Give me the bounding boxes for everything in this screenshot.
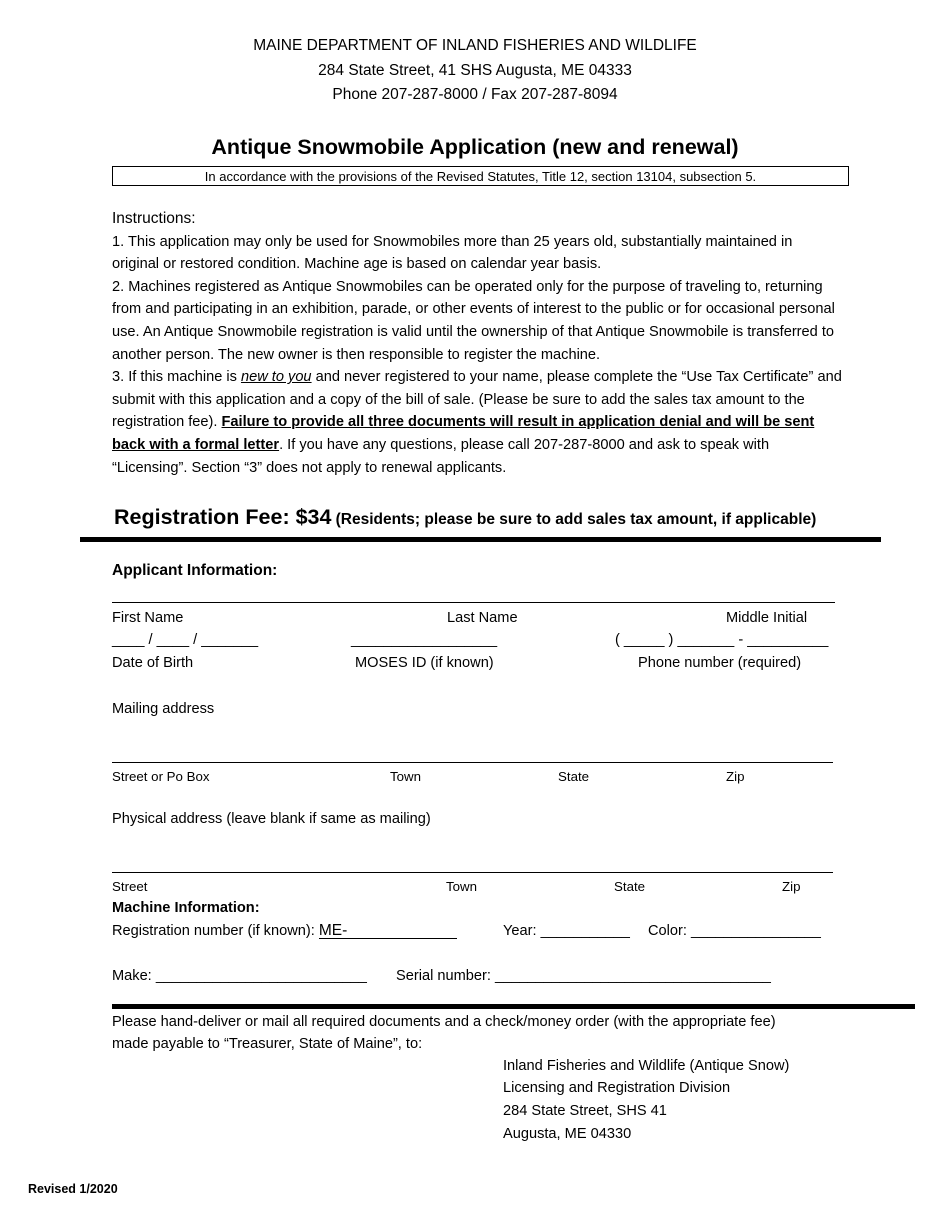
dob-field[interactable]: ____ / ____ / _______ (112, 632, 259, 648)
address-line-2: Licensing and Registration Division (503, 1080, 731, 1096)
dob-label: Date of Birth (112, 655, 194, 671)
make-row (112, 968, 367, 984)
instructions-heading: Instructions: (112, 210, 196, 227)
make-field[interactable]: __________________________ (155, 968, 367, 984)
applicant-heading: Applicant Information: (112, 562, 278, 579)
section-divider-2 (112, 1004, 915, 1009)
phys-street-label: Street (112, 879, 148, 894)
registration-fee (114, 505, 816, 530)
last-name-label: Last Name (447, 610, 518, 626)
serial-label: Serial number: (396, 968, 491, 984)
phys-state-label: State (614, 879, 646, 894)
phys-zip-label: Zip (782, 879, 801, 894)
instruction-3-part-a: 3. If this machine is (112, 369, 241, 386)
moses-id-label: MOSES ID (if known) (355, 655, 494, 671)
mail-zip-label: Zip (726, 769, 745, 784)
instruction-2: 2. Machines registered as Antique Snowmobiles can be operated only for the purpose of traveling to, returning from and participating in an exhibition, parade, or other events of interest to the public or for occasional personal use. An Antique Snowmobile registration is valid until the ownership of that Antique Snowmobile is transferred to another person. The new owner is then responsible to register the machine. (112, 278, 835, 363)
phys-town-label: Town (446, 879, 478, 894)
phone-field[interactable]: ( _____ ) _______ - __________ (615, 632, 829, 648)
section-divider (80, 537, 881, 542)
year-label: Year: (503, 923, 537, 939)
registration-number-field[interactable]: ME- (319, 923, 457, 939)
first-name-label: First Name (112, 610, 184, 626)
mailing-address-label: Mailing address (112, 701, 215, 717)
instruction-3-part-c: . If you have any questions, please call 207-287-8000 and ask to speak with “Licensing”. Section “3” does not apply to renewal applicants. (112, 436, 770, 476)
middle-initial-label: Middle Initial (726, 610, 808, 626)
year-field[interactable]: ___________ (540, 923, 630, 939)
make-label: Make: (112, 968, 152, 984)
instruction-3 (112, 366, 842, 479)
fee-note: (Residents; please be sure to add sales tax amount, if applicable) (335, 511, 817, 528)
color-field[interactable]: ________________ (691, 923, 821, 939)
agency-street: 284 State Street, 41 SHS Augusta, ME 04333 (318, 62, 632, 79)
agency-phone: Phone 207-287-8000 / Fax 207-287-8094 (332, 86, 618, 103)
color-row (648, 923, 821, 939)
serial-row (396, 968, 771, 984)
physical-address-field[interactable] (112, 862, 833, 873)
page-title: Antique Snowmobile Application (new and renewal) (211, 135, 739, 159)
mailing-instructions-2: made payable to “Treasurer, State of Maine”, to: (112, 1036, 423, 1052)
instruction-3-emphasis: new to you (240, 369, 312, 386)
name-field[interactable] (112, 590, 835, 603)
serial-field[interactable]: __________________________________ (494, 968, 771, 984)
address-line-4: Augusta, ME 04330 (503, 1126, 632, 1142)
revision-date: Revised 1/2020 (28, 1182, 118, 1196)
mail-street-label: Street or Po Box (112, 769, 210, 784)
moses-id-field[interactable]: __________________ (351, 632, 498, 648)
address-line-3: 284 State Street, SHS 41 (503, 1103, 667, 1119)
instruction-3-warning: Failure to provide all three documents will result in application denial and will be sent back with a formal letter (112, 414, 815, 453)
physical-address-label: Physical address (leave blank if same as mailing) (112, 811, 431, 827)
instruction-1: 1. This application may only be used for Snowmobiles more than 25 years old, substantially maintained in original or restored condition. Machine age is based on calendar year basis. (112, 233, 793, 273)
phone-label: Phone number (required) (638, 655, 802, 671)
instructions (112, 208, 842, 479)
mailing-instructions-1: Please hand-deliver or mail all required documents and a check/money order (with the appropriate fee) (112, 1014, 776, 1030)
mail-town-label: Town (390, 769, 422, 784)
statute-box: In accordance with the provisions of the Revised Statutes, Title 12, section 13104, subsection 5. (112, 166, 849, 186)
instruction-3-part-b: and never registered to your name, please complete the “Use Tax Certificate” and submit with this application and a copy of the bill of sale. (Please be sure to add the sales tax amount to the registration fee). (112, 369, 842, 431)
address-line-1: Inland Fisheries and Wildlife (Antique Snow) (503, 1058, 790, 1074)
year-row (503, 923, 630, 939)
fee-amount: Registration Fee: $34 (114, 505, 332, 529)
registration-number-label: Registration number (if known): (112, 923, 315, 939)
agency-name: MAINE DEPARTMENT OF INLAND FISHERIES AND WILDLIFE (253, 37, 697, 54)
mailing-address-field[interactable] (112, 752, 833, 763)
registration-number-row (112, 923, 457, 939)
color-label: Color: (648, 923, 687, 939)
mail-state-label: State (558, 769, 590, 784)
machine-heading: Machine Information: (112, 900, 260, 916)
